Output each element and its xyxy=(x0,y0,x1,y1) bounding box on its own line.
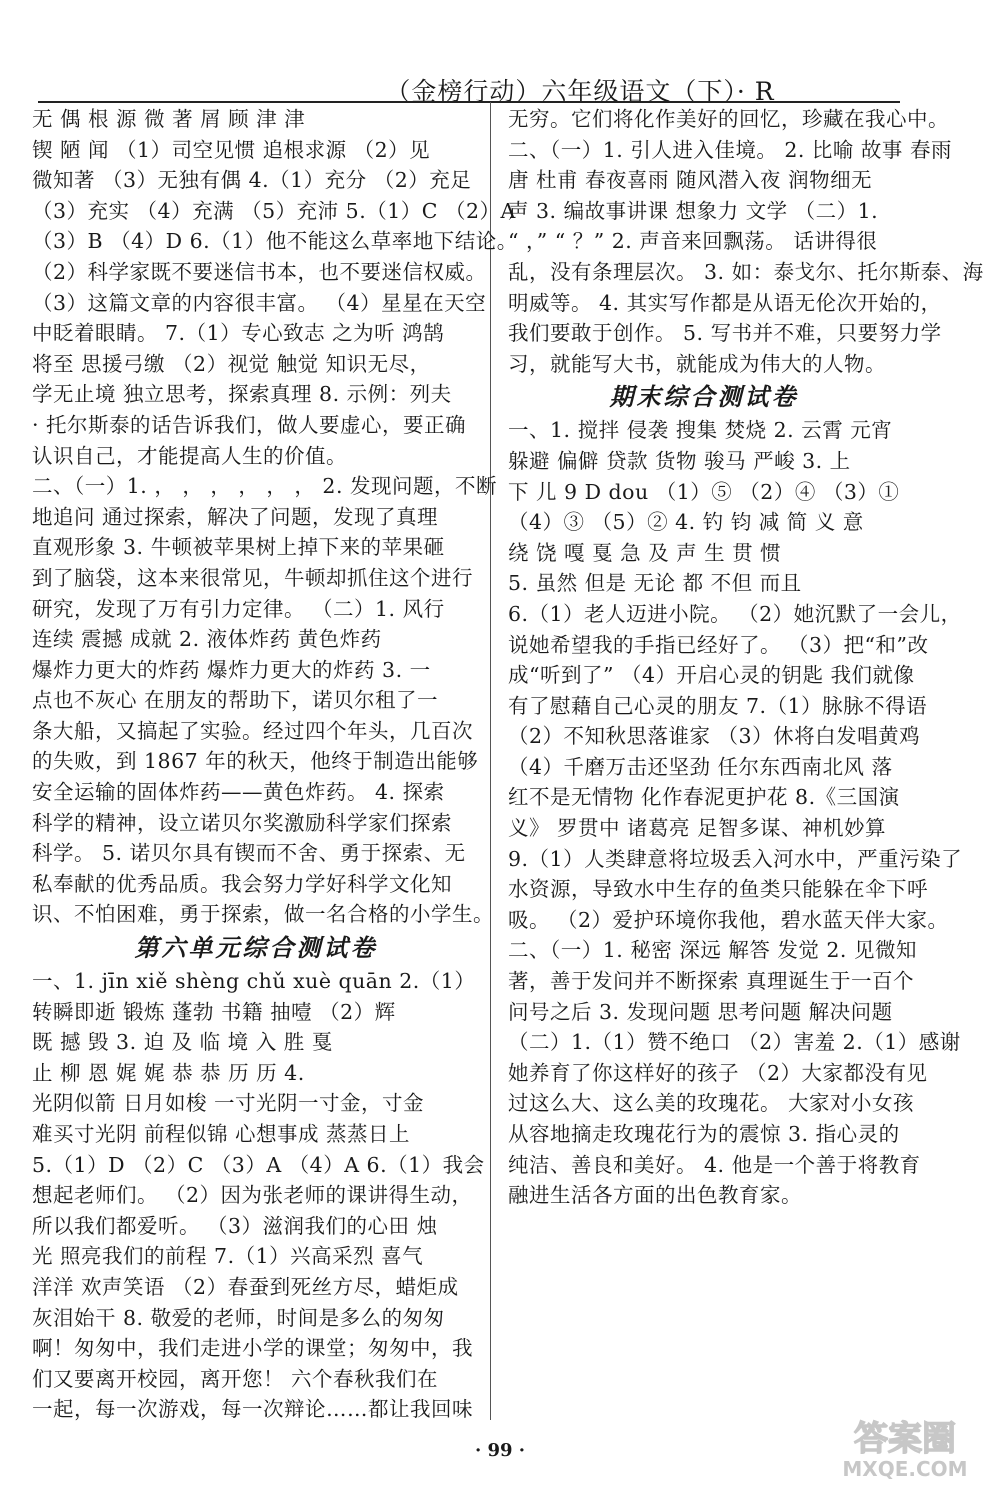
right-column xyxy=(508,104,984,1211)
answer-line: （4）千磨万击还坚劲 任尔东西南北风 落 xyxy=(508,754,893,779)
answer-line: 躲避 偏僻 贷款 货物 骏马 严峻 3. 上 xyxy=(508,448,851,473)
answer-line: 光阴似箭 日月如梭 一寸光阴一寸金，寸金 xyxy=(32,1091,425,1116)
answer-line: 5.（1）D （2）C （3）A （4）A 6.（1）我会 xyxy=(32,1152,485,1177)
answer-line: 私奉献的优秀品质。我会努力学好科学文化知 xyxy=(32,871,452,896)
answer-line: 纯洁、善良和美好。 4. 他是一个善于将教育 xyxy=(508,1152,921,1177)
answer-line: 到了脑袋，这本来很常见，牛顿却抓住这个进行 xyxy=(32,565,473,590)
answer-line: 她养育了你这样好的孩子 （2）大家都没有见 xyxy=(508,1060,928,1085)
section-title-final: 期末综合测试卷 xyxy=(609,382,799,412)
answer-line: 问号之后 3. 发现问题 思考问题 解决问题 xyxy=(508,999,893,1024)
answer-line: 绕 饶 嘎 戛 急 及 声 生 贯 惯 xyxy=(508,540,782,565)
answer-line: 二、（一）1. ， ， ， ， ， ， 2. 发现问题，不断 xyxy=(32,474,497,499)
answer-line: · 托尔斯泰的话告诉我们，做人要虚心，要正确 xyxy=(32,412,467,437)
watermark-logo xyxy=(820,1410,990,1482)
answer-line: 过这么大、这么美的玫瑰花。 大家对小女孩 xyxy=(508,1091,915,1116)
answer-line: 连续 震撼 成就 2. 液体炸药 黄色炸药 xyxy=(32,627,382,652)
watermark-text: 答案圈 xyxy=(854,1419,956,1459)
answer-line: 将至 思援弓缴 （2）视觉 触觉 知识无尽， xyxy=(32,351,431,376)
answer-line: 习，就能写大书，就能成为伟大的人物。 xyxy=(508,351,886,376)
answer-line: 6.（1）老人迈进小院。 （2）她沉默了一会儿， xyxy=(508,601,962,626)
answer-line: 唐 杜甫 春夜喜雨 随风潜入夜 润物细无 xyxy=(508,168,873,193)
answer-line: 点也不灰心 在朋友的帮助下，诺贝尔租了一 xyxy=(32,688,439,713)
answer-line: 科学的精神，设立诺贝尔奖激励科学家们探索 xyxy=(32,810,452,835)
answer-line: 我们要敢于创作。 5. 写书并不难，只要努力学 xyxy=(508,321,942,346)
right-answer-block-2 xyxy=(508,415,963,1210)
answer-line: 红不是无情物 化作春泥更护花 8.《三国演 xyxy=(508,785,900,810)
answer-line: （2）不知秋思落谁家 （3）休将白发唱黄鸡 xyxy=(508,724,921,749)
answer-line: 有了慰藉自己心灵的朋友 7.（1）脉脉不得语 xyxy=(508,693,928,718)
watermark-subtext: MXQE.COM xyxy=(842,1457,968,1481)
answer-line: 无穷。它们将化作美好的回忆，珍藏在我心中。 xyxy=(508,107,949,131)
left-column xyxy=(32,104,518,1425)
answer-line: 啊！匆匆中，我们走进小学的课堂；匆匆中，我 xyxy=(32,1336,473,1361)
answer-line: “ ，” “ ？” 2. 声音来回飘荡。 话讲得很 xyxy=(508,229,878,254)
answer-line: 声 3. 编故事讲课 想象力 文学 （二）1. xyxy=(508,198,879,223)
answer-line: （3）B （4）D 6.（1）他不能这么草率地下结论。 xyxy=(32,229,518,254)
answer-line: 明威等。 4. 其实写作都是从语无伦次开始的， xyxy=(508,290,942,315)
answer-line: 止 柳 恩 娓 娓 恭 恭 历 历 4. xyxy=(32,1060,305,1085)
answer-line: （3）充实 （4）充满 （5）充沛 5.（1）C （2）A xyxy=(32,198,516,223)
answer-line: 条大船，又搞起了实验。经过四个年头，几百次 xyxy=(32,718,473,743)
answer-line: 认识自己，才能提高人生的价值。 xyxy=(32,443,347,468)
answer-line: 成“听到了” （4）开启心灵的钥匙 我们就像 xyxy=(508,663,915,688)
answer-line: 乱，没有条理层次。 3. 如：泰戈尔、托尔斯泰、海 xyxy=(508,259,984,284)
answer-line: 5. 虽然 但是 无论 都 不但 而且 xyxy=(508,571,802,596)
right-answer-block xyxy=(508,104,984,379)
page-header-title: （金榜行动）六年级语文（下）· R xyxy=(385,77,775,106)
answer-line: 灰泪始干 8. 敬爱的老师，时间是多么的匆匆 xyxy=(32,1305,445,1330)
answer-line: 一、1. 搅拌 侵袭 搜集 焚烧 2. 云霄 元宵 xyxy=(508,418,893,443)
answer-line: 中眨着眼睛。 7.（1）专心致志 之为听 鸿鹄 xyxy=(32,321,445,346)
answer-line: 科学。 5. 诺贝尔具有锲而不舍、勇于探索、无 xyxy=(32,841,466,866)
answer-line: （2）科学家既不要迷信书本，也不要迷信权威。 xyxy=(32,259,487,284)
answer-line: 所以我们都爱听。 （3）滋润我们的心田 烛 xyxy=(32,1213,438,1238)
answer-line: （3）这篇文章的内容很丰富。 （4）星星在天空 xyxy=(32,290,487,315)
answer-line: 融进生活各方面的出色教育家。 xyxy=(508,1183,802,1208)
answer-line: 说她希望我的手指已经好了。 （3）把“和”改 xyxy=(508,632,929,657)
header-rule xyxy=(38,101,900,103)
answer-line: 一、1. jīn xiě shèng chǔ xuè quān 2.（1） xyxy=(32,969,476,994)
answer-line: 二、（一）1. 秘密 深远 解答 发觉 2. 见微知 xyxy=(508,938,917,963)
answer-line: （二）1.（1）赞不绝口 （2）害羞 2.（1）感谢 xyxy=(508,1030,961,1055)
answer-line: 9.（1）人类肆意将垃圾丢入河水中，严重污染了 xyxy=(508,846,963,871)
answer-line: 学无止境 独立思考，探索真理 8. 示例：列夫 xyxy=(32,382,452,407)
answer-line: 义》 罗贯中 诸葛亮 足智多谋、神机妙算 xyxy=(508,816,887,841)
column-divider xyxy=(490,102,491,1420)
answer-line: 二、（一）1. 引人进入佳境。 2. 比喻 故事 春雨 xyxy=(508,137,952,162)
answer-line: 们又要离开校园，离开您！ 六个春秋我们在 xyxy=(32,1366,439,1391)
answer-line: 的失败，到 1867 年的秋天，他终于制造出能够 xyxy=(32,749,479,774)
answer-line: （4）③ （5）② 4. 钓 钧 减 简 义 意 xyxy=(508,510,864,535)
answer-line: 难买寸光阴 前程似锦 心想事成 蒸蒸日上 xyxy=(32,1122,411,1146)
answer-line: 地追问 通过探索，解决了问题，发现了真理 xyxy=(32,504,439,529)
answer-line: 从容地摘走玫瑰花行为的震惊 3. 指心灵的 xyxy=(508,1122,900,1146)
left-answer-block-2 xyxy=(32,966,485,1425)
answer-line: 一起，每一次游戏，每一次辩论……都让我回味 xyxy=(32,1397,473,1422)
answer-line: 锲 陋 闻 （1）司空见惯 追根求源 （2）见 xyxy=(32,137,431,162)
page-number: · 99 · xyxy=(474,1440,526,1461)
answer-line: 想起老师们。 （2）因为张老师的课讲得生动， xyxy=(32,1183,473,1208)
answer-line: 洋洋 欢声笑语 （2）春蚕到死丝方尽，蜡炬成 xyxy=(32,1274,459,1299)
answer-line: 识、不怕困难，勇于探索，做一名合格的小学生。 xyxy=(32,902,494,927)
answer-line: 爆炸力更大的炸药 爆炸力更大的炸药 3. 一 xyxy=(32,657,431,682)
section-title-unit6: 第六单元综合测试卷 xyxy=(134,933,378,963)
answer-line: 直观形象 3. 牛顿被苹果树上掉下来的苹果砸 xyxy=(32,535,445,560)
answer-line: 光 照亮我们的前程 7.（1）兴高采烈 喜气 xyxy=(32,1244,424,1269)
answer-line: 既 撼 毁 3. 迫 及 临 境 入 胜 戛 xyxy=(32,1030,333,1055)
left-answer-block xyxy=(32,104,518,930)
answer-line: 安全运输的固体炸药——黄色炸药。 4. 探索 xyxy=(32,780,445,805)
answer-line: 下 儿 9 D dou （1）⑤ （2）④ （3）① xyxy=(508,479,900,504)
answer-line: 微知著 （3）无独有偶 4.（1）充分 （2）充足 xyxy=(32,168,472,193)
answer-line: 水资源，导致水中生存的鱼类只能躲在伞下呼 xyxy=(508,877,928,902)
answer-line: 吸。 （2）爱护环境你我他，碧水蓝天伴大家。 xyxy=(508,907,949,932)
answer-line: 转瞬即逝 锻炼 蓬勃 书籍 抽噎 （2）辉 xyxy=(32,999,396,1024)
answer-line: 著，善于发问并不断探索 真理诞生于一百个 xyxy=(508,969,915,994)
answer-line: 研究，发现了万有引力定律。 （二）1. 风行 xyxy=(32,596,445,621)
answer-line: 无 偶 根 源 微 著 屑 顾 津 津 xyxy=(32,107,306,131)
